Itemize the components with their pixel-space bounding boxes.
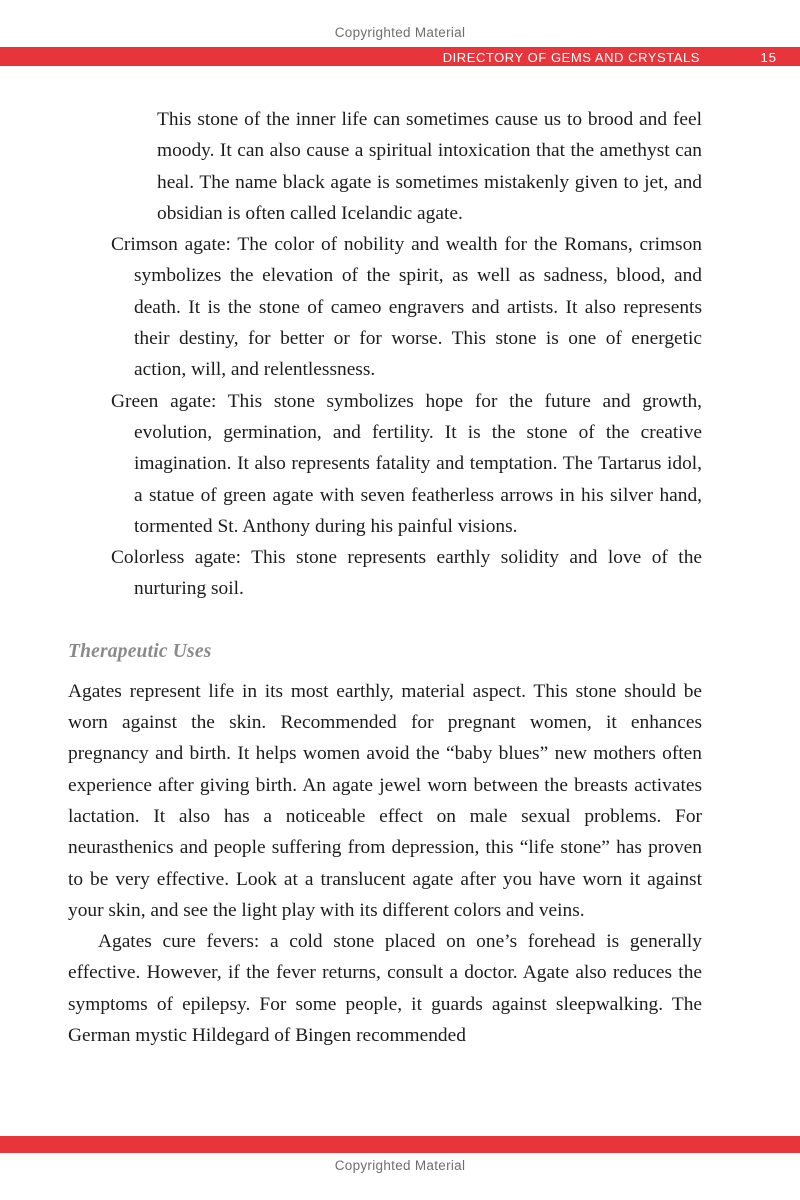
copyright-watermark-top: Copyrighted Material <box>334 25 466 40</box>
therapeutic-paragraph-2: Agates cure fevers: a cold stone placed on one’s forehead is generally effective. However, if the fever returns, consult a doctor. Agate also reduces the symptoms of epilepsy. For some people, it guards against sleepwalking. The German mystic Hildegard of Bingen recommended <box>68 931 702 1047</box>
glossary-entry-crimson-agate: Crimson agate: The color of nobility and wealth for the Romans, crimson symbolizes the elevation of the spirit, as well as sadness, blood, and death. It is the stone of cameo engravers and artists. It also represents their destiny, for better or for worse. This stone is one of energetic action, will, and relentlessness. <box>111 234 702 381</box>
header-page-number: 15 <box>760 50 777 65</box>
section-heading-therapeutic-uses: Therapeutic Uses <box>68 640 212 662</box>
continuation-paragraph: This stone of the inner life can sometimes cause us to brood and feel moody. It can also cause a spiritual intoxication that the amethyst can heal. The name black agate is sometimes mistakenly given to jet, and obsidian is often called Icelandic agate. <box>157 109 702 224</box>
spacer-before-heading <box>68 605 702 641</box>
running-header-title: DIRECTORY OF GEMS AND CRYSTALS <box>442 50 700 65</box>
glossary-entry-colorless-agate: Colorless agate: This stone represents earthly solidity and love of the nurturing soil. <box>111 547 702 600</box>
glossary-entry-green-agate: Green agate: This stone symbolizes hope for the future and growth, evolution, germination, and fertility. It is the stone of the creative imagination. It also represents fatality and temptation. The Tartarus idol, a statue of green agate with seven featherless arrows in his silver hand, tormented St. Anthony during his painful visions. <box>111 390 702 537</box>
spacer-after-heading <box>68 663 702 676</box>
page-content <box>68 104 702 1051</box>
footer-red-rule <box>0 1136 800 1153</box>
therapeutic-paragraph-1: Agates represent life in its most earthly, material aspect. This stone should be worn against the skin. Recommended for pregnant women, it enhances pregnancy and birth. It helps women avoid the “baby blues” new mothers often experience after giving birth. An agate jewel worn between the breasts activates lactation. It also has a noticeable effect on male sexual problems. For neurasthenics and people suffering from depression, this “life stone” has proven to be very effective. Look at a translucent agate after you have worn it against your skin, and see the light play with its different colors and veins. <box>68 680 702 921</box>
copyright-watermark-bottom: Copyrighted Material <box>334 1158 466 1173</box>
